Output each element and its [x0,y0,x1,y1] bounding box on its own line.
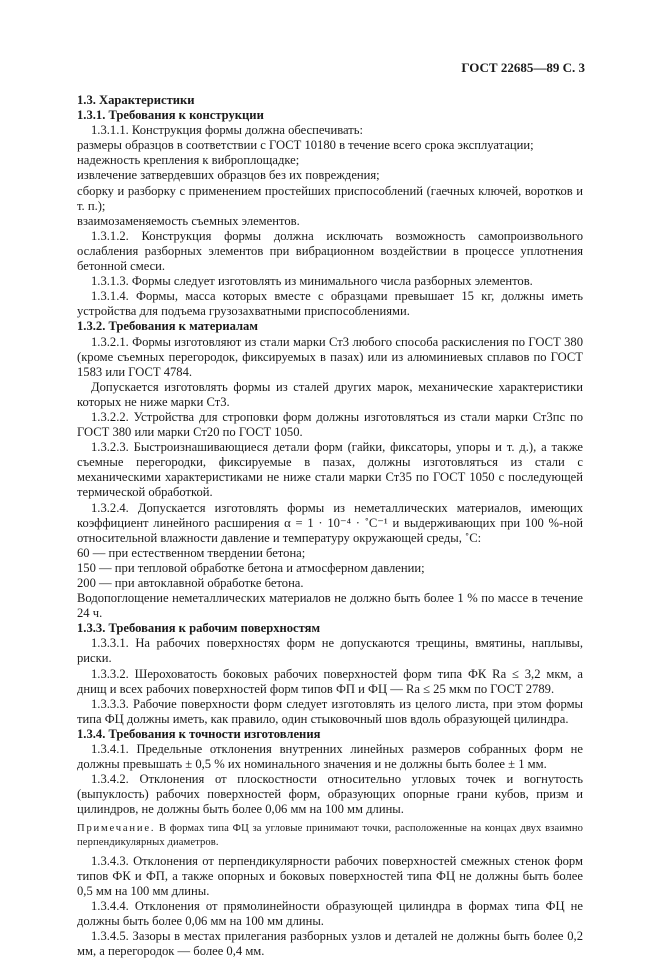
note [77,822,583,850]
paragraph: 1.3.3.3. Рабочие поверхности форм следует изготовлять из целого листа, при этом формы типа ФЦ должны иметь, как правило, один стыковочный шов вдоль образующей цилиндра. [77,696,583,726]
paragraph: Водопоглощение неметаллических материалов не должно быть более 1 % по массе в течение 24 ч. [77,591,583,621]
paragraph: 1.3.4.1. Предельные отклонения внутренних линейных размеров собранных форм не должны превышать ± 0,5 % их номинального значения и не должны быть более ± 1 мм. [77,742,583,772]
subsection-heading: 1.3.3. Требования к рабочим поверхностям [77,621,321,636]
paragraph: 200 — при автоклавной обработке бетона. [77,576,304,590]
paragraph: 1.3.2.4. Допускается изготовлять формы из неметаллических материалов, имеющих коэффициент линейного расширения α = 1 · 10⁻⁴ · ˚С⁻¹ и выдерживающих при 100 %-ной относительной влажности давление и температуру окружающей среды, ˚С: [77,500,583,545]
paragraph: 1.3.1.1. Конструкция формы должна обеспечивать: [91,123,364,138]
document-body [77,93,583,959]
paragraph: 1.3.1.2. Конструкция формы должна исключать возможность самопроизвольного ослабления разборных элементов при вибрационном воздействии в процессе уплотнения бетонной смеси. [77,228,583,274]
subsection-heading: 1.3.1. Требования к конструкции [77,108,264,123]
paragraph: 1.3.2.3. Быстроизнашивающиеся детали форм (гайки, фиксаторы, упоры и т. д.), а также съемные перегородки, фиксируемые в пазах, должны изготовляться из стали с механическими характеристиками не ниже стали марки Ст35 по ГОСТ 1050 с последующей термической обработкой. [77,440,583,500]
page-header: ГОСТ 22685—89 С. 3 [461,60,585,75]
paragraph: надежность крепления к виброплощадке; [77,153,300,168]
paragraph: 1.3.1.4. Формы, масса которых вместе с образцами превышает 15 кг, должны иметь устройства для подъема грузозахватными приспособлениями. [77,289,583,319]
paragraph: 1.3.2.1. Формы изготовляют из стали марки Ст3 любого способа раскисления по ГОСТ 380 (кроме съемных перегородок, фиксируемых в пазах) или из алюминиевых сплавов по ГОСТ 1583 или ГОСТ 4784. [77,334,583,379]
paragraph: Допускается изготовлять формы из сталей других марок, механические характеристики которых не ниже марки Ст3. [77,379,583,409]
paragraph: 1.3.2.2. Устройства для строповки форм должны изготовляться из стали марки Ст3пс по ГОСТ 380 или марки Ст20 по ГОСТ 1050. [77,409,583,440]
paragraph: 1.3.3.2. Шероховатость боковых рабочих поверхностей форм типа ФК Ra ≤ 3,2 мкм, а днищ и всех рабочих поверхностей форм типов ФП и ФЦ — Ra ≤ 25 мкм по ГОСТ 2789. [77,666,583,696]
paragraph: извлечение затвердевших образцов без их повреждения; [77,168,380,183]
paragraph: 1.3.1.3. Формы следует изготовлять из минимального числа разборных элементов. [91,274,533,289]
paragraph: взаимозаменяемость съемных элементов. [77,213,300,228]
section-heading: 1.3. Характеристики [77,93,195,107]
paragraph: 1.3.4.4. Отклонения от прямолинейности образующей цилиндра в формах типа ФЦ не должны быть более 0,06 мм на 100 мм длины. [77,898,583,928]
paragraph: 1.3.4.5. Зазоры в местах прилегания разборных узлов и деталей не должны быть более 0,2 мм, а перегородок — более 0,4 мм. [77,928,583,959]
paragraph: размеры образцов в соответствии с ГОСТ 10180 в течение всего срока эксплуатации; [77,138,534,153]
note-label: Примечание. [77,822,156,834]
paragraph: 60 — при естественном твердении бетона; [77,545,306,560]
subsection-heading: 1.3.4. Требования к точности изготовления [77,726,321,741]
note-text: В формах типа ФЦ за угловые принимают точки, расположенные на концах двух взаимно перпендикулярных диаметров. [77,822,583,848]
paragraph: сборку и разборку с применением простейших приспособлений (гаечных ключей, воротков и т. п.); [77,183,583,213]
subsection-heading: 1.3.2. Требования к материалам [77,319,258,334]
paragraph: 150 — при тепловой обработке бетона и атмосферном давлении; [77,560,425,575]
paragraph: 1.3.3.1. На рабочих поверхностях форм не допускаются трещины, вмятины, наплывы, риски. [77,636,583,666]
paragraph: 1.3.4.2. Отклонения от плоскостности относительно угловых точек и вогнутость (выпуклость) рабочих поверхностей форм, образующих опорные грани кубов, призм и цилиндров, не должны быть более 0,06 мм на 100 мм длины. [77,772,583,817]
paragraph: 1.3.4.3. Отклонения от перпендикулярности рабочих поверхностей смежных стенок форм типов ФК и ФП, а также опорных и боковых поверхностей типа ФЦ не должны быть более 0,5 мм на 100 мм длины. [77,853,583,898]
